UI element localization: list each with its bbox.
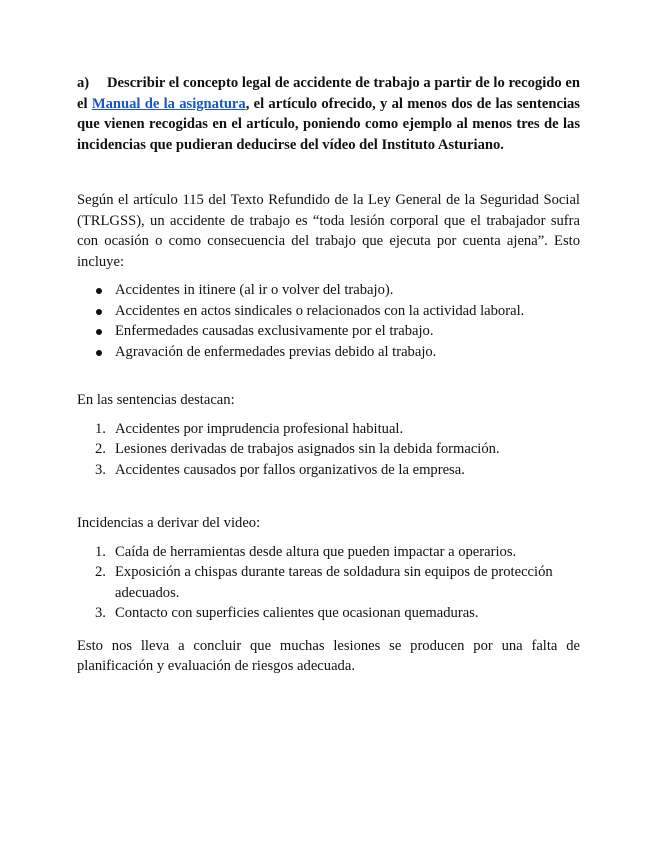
list-item: Accidentes in itinere (al ir o volver del trabajo). xyxy=(77,280,580,301)
bullet-icon xyxy=(96,329,102,335)
document-content xyxy=(77,73,580,677)
sentences-list xyxy=(77,419,580,481)
sentences-heading: En las sentencias destacan: xyxy=(77,392,235,408)
includes-list xyxy=(77,280,580,362)
question-text-after-link: , el artículo ofrecido, y al menos dos de las sentencias que vienen recogidas en el artículo, poniendo como ejemplo al menos tres de las incidencias que pudieran deducirse del vídeo del Instituto Asturiano. xyxy=(77,95,580,153)
conclusion-paragraph: Esto nos lleva a concluir que muchas lesiones se producen por una falta de planificación y evaluación de riesgos adecuada. xyxy=(77,637,580,674)
list-item: Enfermedades causadas exclusivamente por el trabajo. xyxy=(77,321,580,342)
bullet-icon xyxy=(96,350,102,356)
list-item: 1. Accidentes por imprudencia profesional habitual. xyxy=(95,420,404,437)
bullet-icon xyxy=(96,288,102,294)
list-item: 3. Contacto con superficies calientes que ocasionan quemaduras. xyxy=(95,605,479,621)
intro-paragraph: Según el artículo 115 del Texto Refundido de la Ley General de la Seguridad Social (TRLGSS), un accidente de trabajo es “toda lesión corporal que el trabajador sufra con ocasión o como consecuencia del trabajo que ejecuta por cuenta ajena”. Esto incluye: xyxy=(77,192,580,270)
list-item: 1. Caída de herramientas desde altura que pueden impactar a operarios. xyxy=(95,543,517,560)
list-item: 3. Accidentes causados por fallos organizativos de la empresa. xyxy=(95,461,465,478)
incidents-list xyxy=(77,542,580,624)
list-item: Accidentes en actos sindicales o relacionados con la actividad laboral. xyxy=(77,301,580,322)
question-text-before-link: Describir el concepto legal de accidente de trabajo a partir de lo recogido en el xyxy=(77,75,580,112)
list-item: Agravación de enfermedades previas debido al trabajo. xyxy=(77,342,580,363)
manual-link[interactable]: Manual de la asignatura xyxy=(91,95,246,112)
question-number: a) xyxy=(77,75,90,91)
incidents-heading: Incidencias a derivar del video: xyxy=(77,515,261,531)
question-a xyxy=(77,73,580,155)
list-item: 2. Lesiones derivadas de trabajos asignados sin la debida formación. xyxy=(95,441,500,457)
list-item: 2. Exposición a chispas durante tareas de soldadura sin equipos de protección adecuados. xyxy=(95,564,553,601)
bullet-icon xyxy=(96,309,102,315)
